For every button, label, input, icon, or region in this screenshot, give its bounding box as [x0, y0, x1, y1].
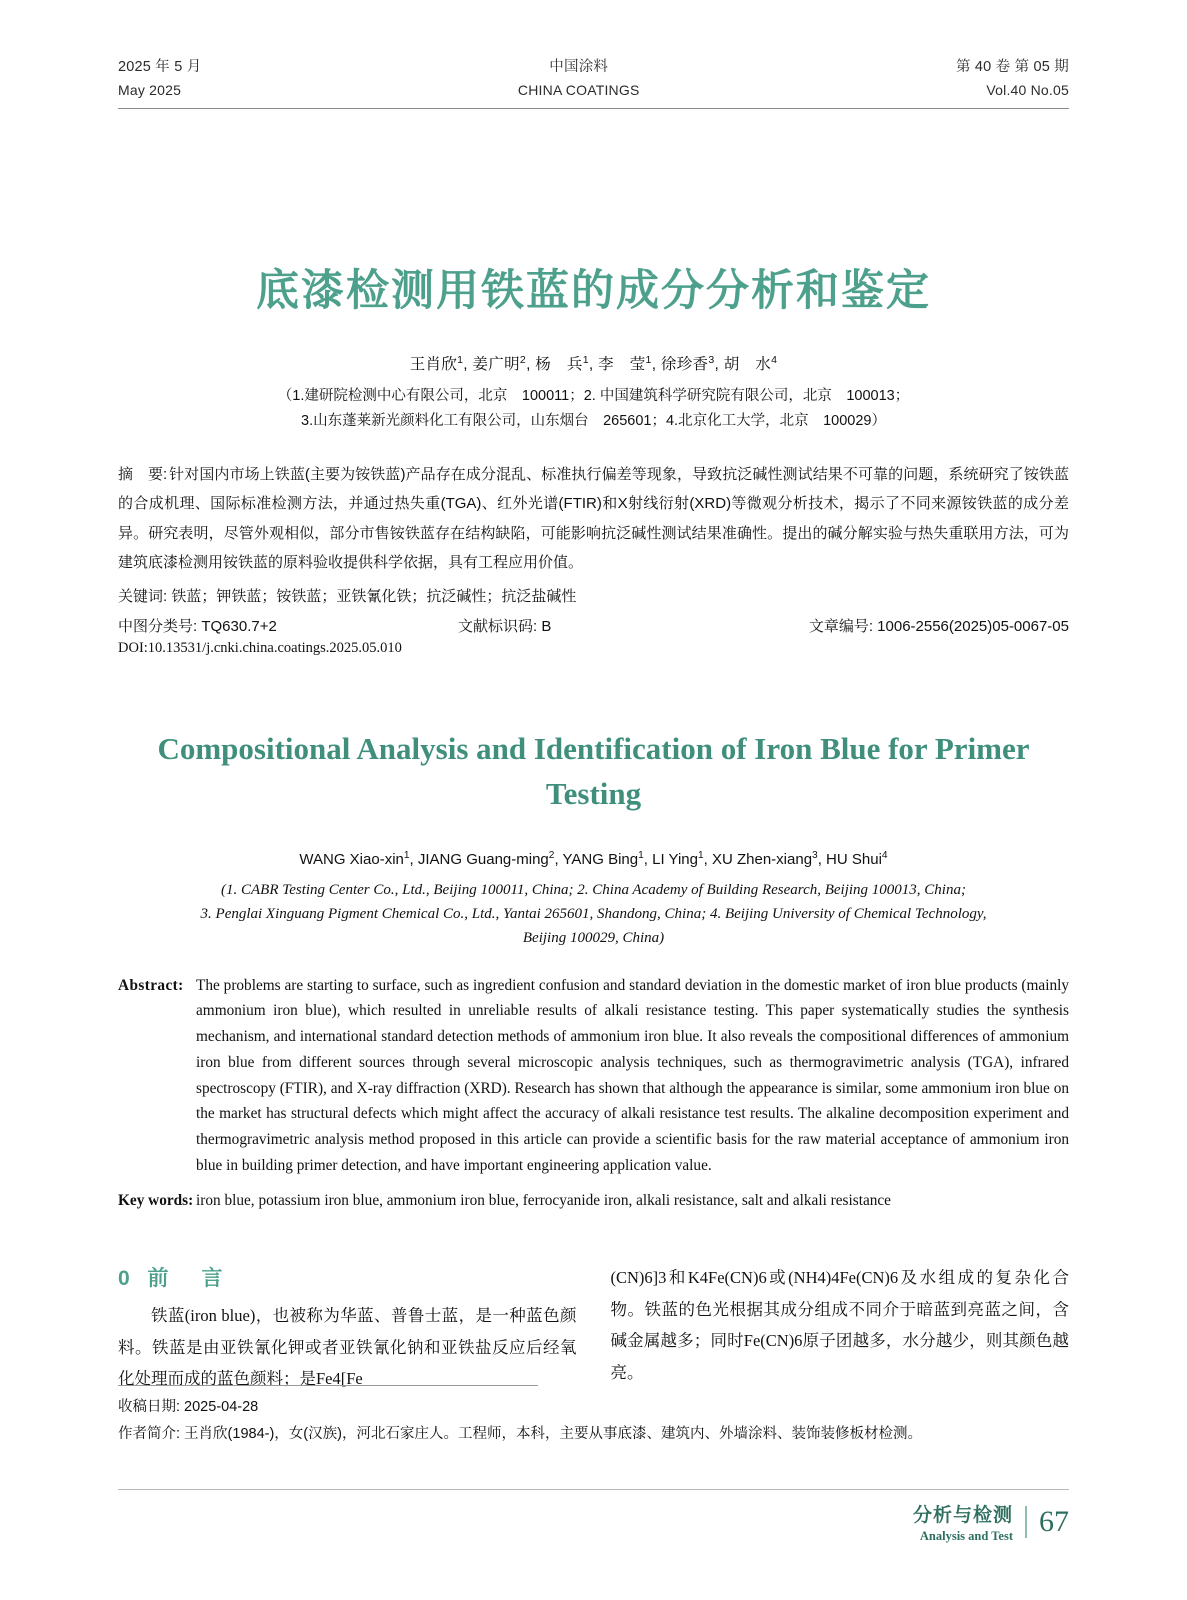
page-number: 67 [1025, 1506, 1069, 1538]
footnote-divider [118, 1385, 538, 1386]
article-number: 文章编号: 1006-2556(2025)05-0067-05 [808, 617, 1069, 635]
authors-cn: 王肖欣$^1$, 姜广明$^2$, 杨 兵$^1$, 李 莹$^1$, 徐珍香$^3$, 胡 水$^4$ [409, 354, 778, 374]
abstract-cn-body: 针对国内市场上铁蓝(主要为铵铁蓝)产品存在成分混乱、标准执行偏差等现象，导致抗泛碱性测试结果不可靠的问题，系统研究了铵铁蓝的合成机理、国际标准检测方法，并通过热失重(TGA)、红外光谱(FTIR)和X射线衍射(XRD)等微观分析技术，揭示了不同来源铵铁蓝的成分差异。研究表明，尽管外观相似，部分市售铵铁蓝存在结构缺陷，可能影响抗泛碱性测试结果准确性。提出的碱分解实验与热失重联用方法，可为建筑底漆检测用铵铁蓝的原料验收提供科学依据，具有工程应用价值。 [118, 466, 1069, 572]
affiliations-en [118, 878, 1069, 951]
running-head-right [956, 56, 1069, 102]
keywords-en-label: Key words: [118, 1192, 194, 1210]
authors-en: WANG Xiao-xin$^1$, JIANG Guang-ming$^2$, YANG Bing$^1$, LI Ying$^1$, XU Zhen-xiang$^3$, HU Shui$^4$ [299, 849, 888, 868]
section-heading [118, 1262, 577, 1292]
footer-divider [118, 1489, 1069, 1490]
page-footer [118, 1489, 1069, 1544]
body-columns [118, 1262, 1069, 1395]
clc-number: 中图分类号: TQ630.7+2 [118, 617, 277, 635]
title-cn: 底漆检测用铁蓝的成分分析和鉴定 [256, 267, 931, 316]
affiliation-en-line-3: Beijing 100029, China) [522, 930, 665, 947]
volume-issue-en: Vol.40 No.05 [986, 82, 1069, 99]
abstract-cn-text [118, 460, 1069, 578]
body-paragraph-left: 铁蓝(iron blue)，也被称为华蓝、普鲁士蓝，是一种蓝色颜料。铁蓝是由亚铁氰化钾或者亚铁氰化钠和亚铁盐反应后经氧化处理而成的蓝色颜料；是Fe4[Fe [118, 1305, 577, 1389]
footnotes [118, 1385, 1069, 1448]
keywords-cn [118, 582, 1069, 611]
abstract-en-label: Abstract: [118, 976, 184, 994]
body-column-left [118, 1262, 577, 1395]
footer-section-en: Analysis and Test [919, 1529, 1013, 1543]
doi[interactable]: DOI:10.13531/j.cnki.china.coatings.2025.05.010 [118, 639, 402, 656]
affiliations-cn [118, 384, 1069, 434]
abstract-en-text: The problems are starting to surface, such as ingredient confusion and standard deviation in the domestic market of iron blue products (mainly ammonium iron blue), which resulted in unreliable results of alkali resistance testing. This paper systematically studies the synthesis mechanism, and international standard detection methods of ammonium iron blue. It also reveals the compositional differences of ammonium iron blue from different sources through several microscopic analysis techniques, such as thermogravimetric analysis (TGA), infrared spectroscopy (FTIR), and X-ray diffraction (XRD). Research has shown that although the appearance is similar, some ammonium iron blue on the market has structural defects which might affect the accuracy of alkali resistance test results. The alkaline decomposition experiment and thermogravimetric analysis method proposed in this article can provide a scientific basis for the raw material acceptance of ammonium iron blue in building primer detection, and have important engineering application value. [196, 976, 1069, 1174]
title-en: Compositional Analysis and Identification of Iron Blue for Primer Testing [157, 730, 1030, 811]
issue-date-cn: 2025 年 5 月 [118, 59, 202, 75]
keywords-cn-label: 关键词: [118, 587, 168, 605]
section-number: 0 [118, 1266, 136, 1290]
affiliation-en-line-2: 3. Penglai Xinguang Pigment Chemical Co., Ltd., Yantai 265601, Shandong, China; 4. Beijing University of Chemical Technology, [200, 906, 987, 923]
section-title: 前 言 [147, 1266, 229, 1290]
running-head [118, 0, 1069, 109]
document-code: 文献标识码: B [458, 617, 552, 635]
running-head-left [118, 56, 201, 102]
footer-section-labels [913, 1500, 1013, 1544]
author-biography: 作者简介: 王肖欣(1984-)，女(汉族)，河北石家庄人。工程师，本科，主要从事底漆、建筑内、外墙涂料、装饰装修板材检测。 [118, 1426, 922, 1443]
affiliation-cn-line-2: 3.山东蓬莱新光颜料化工有限公司，山东烟台 265601；4.北京化工大学，北京 100029） [301, 413, 886, 430]
keywords-en-text: iron blue, potassium iron blue, ammonium iron blue, ferrocyanide iron, alkali resistance, salt and alkali resistance [196, 1192, 891, 1210]
received-date: 收稿日期: 2025-04-28 [118, 1399, 259, 1416]
running-head-center [518, 56, 640, 102]
running-head-divider [118, 108, 1069, 109]
keywords-en [118, 1188, 1069, 1214]
issue-date-en: May 2025 [118, 82, 182, 99]
abstract-cn-label: 摘 要: [118, 466, 168, 484]
abstract-cn [118, 460, 1069, 578]
journal-name-en: CHINA COATINGS [517, 82, 640, 99]
journal-name-cn: 中国涂料 [549, 59, 609, 75]
keywords-cn-text: 铁蓝；钾铁蓝；铵铁蓝；亚铁氰化铁；抗泛碱性；抗泛盐碱性 [171, 587, 577, 605]
footer-section-cn: 分析与检测 [912, 1505, 1013, 1526]
article-metadata [118, 615, 1069, 636]
affiliation-en-line-1: (1. CABR Testing Center Co., Ltd., Beijing 100011, China; 2. China Academy of Building Research, Beijing 100013, China; [221, 881, 966, 898]
affiliation-cn-line-1: （1.建研院检测中心有限公司，北京 100011；2. 中国建筑科学研究院有限公司，北京 100013； [277, 388, 910, 405]
body-paragraph-right: (CN)6]3和K4Fe(CN)6或(NH4)4Fe(CN)6及水组成的复杂化合物。铁蓝的色光根据其成分组成不同介于暗蓝到亮蓝之间，含碱金属越多；同时Fe(CN)6原子团越多，水分越少，则其颜色越亮。 [610, 1267, 1069, 1382]
body-column-right [611, 1262, 1070, 1395]
abstract-en [118, 973, 1069, 1179]
volume-issue-cn: 第 40 卷 第 05 期 [955, 59, 1069, 75]
